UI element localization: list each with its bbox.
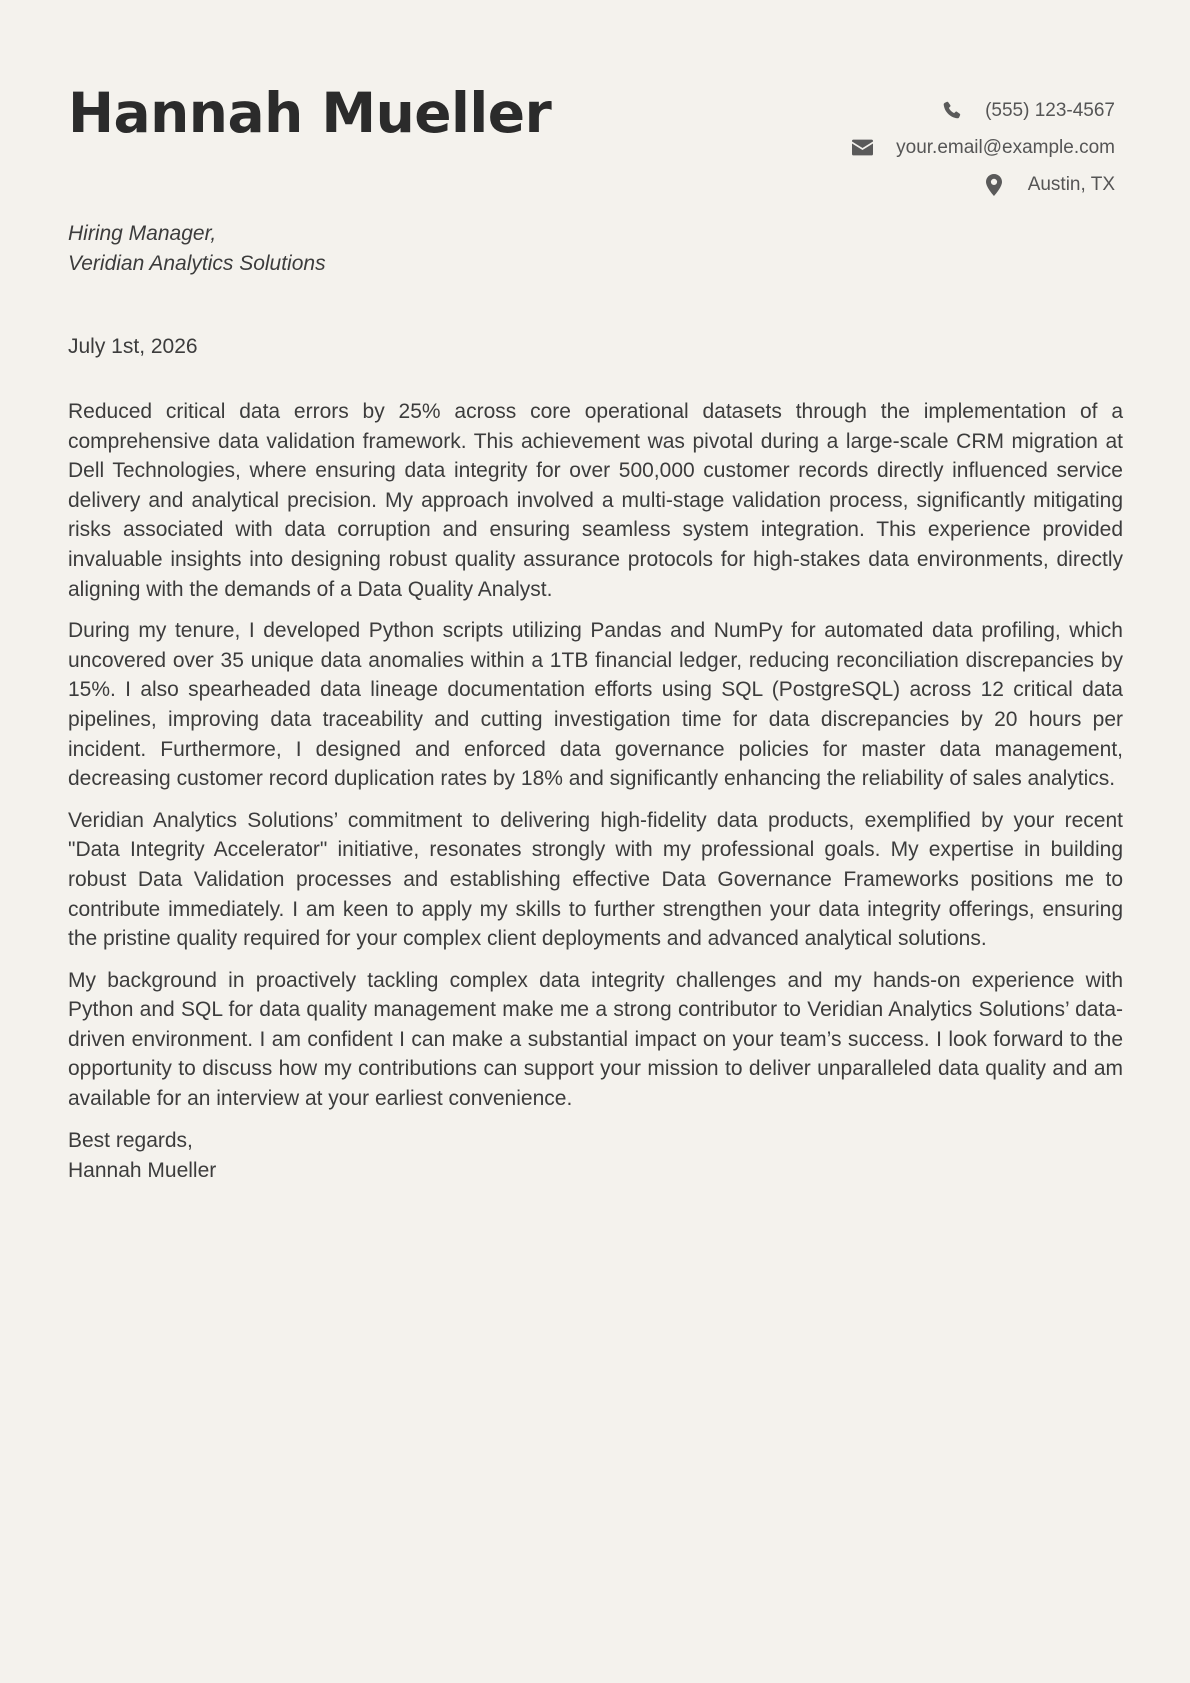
body-paragraph: Reduced critical data errors by 25% across core operational datasets through the implementation of a comprehensive data validation framework. This achievement was pivotal during a large-scale CRM migration at Dell Technologies, where ensuring data integrity for over 500,000 customer records directly influenced service delivery and analytical precision. My approach involved a multi-stage validation process, significantly mitigating risks associated with data corruption and ensuring seamless system integration. This experience provided invaluable insights into designing robust quality assurance protocols for high-stakes data environments, directly aligning with the demands of a Data Quality Analyst. xyxy=(68,400,1123,601)
closing-salutation: Best regards, xyxy=(68,1128,193,1152)
letter-date: July 1st, 2026 xyxy=(68,335,198,358)
contact-info xyxy=(850,92,1115,203)
body-paragraph: During my tenure, I developed Python scripts utilizing Pandas and NumPy for automated data profiling, which uncovered over 35 unique data anomalies within a 1TB financial ledger, reducing reconciliation discrepancies by 15%. I also spearheaded data lineage documentation efforts using SQL (PostgreSQL) across 12 critical data pipelines, improving data traceability and cutting investigation time for data discrepancies by 20 hours per incident. Furthermore, I designed and enforced data governance policies for master data management, decreasing customer record duplication rates by 18% and significantly enhancing the reliability of sales analytics. xyxy=(68,619,1123,791)
letter-body xyxy=(68,397,1123,1186)
contact-email-row xyxy=(850,129,1115,166)
location-pin-icon xyxy=(982,173,1006,197)
contact-location: Austin, TX xyxy=(1027,173,1115,195)
body-paragraph: Veridian Analytics Solutions’ commitment to delivering high-fidelity data products, exemplified by your recent "Data Integrity Accelerator" initiative, resonates strongly with my professional goals. My expertise in building robust Data Validation processes and establishing effective Data Governance Frameworks positions me to contribute immediately. I am keen to apply my skills to further strengthen your data integrity offerings, ensuring the pristine quality required for your complex client deployments and advanced analytical solutions. xyxy=(68,808,1123,951)
envelope-icon xyxy=(850,136,874,160)
body-paragraph: My background in proactively tackling complex data integrity challenges and my hands-on experience with Python and SQL for data quality management make me a strong contributor to Veridian Analytics Solutions’ data-driven environment. I am confident I can make a substantial impact on your team’s success. I look forward to the opportunity to discuss how my contributions can support your mission to deliver unparalleled data quality and am available for an interview at your earliest convenience. xyxy=(68,968,1123,1111)
contact-phone-row xyxy=(850,92,1115,129)
cover-letter-page xyxy=(68,0,1123,1683)
contact-email[interactable]: your.email@example.com xyxy=(896,136,1115,158)
signature-name: Hannah Mueller xyxy=(68,1158,217,1182)
closing-block xyxy=(68,1126,1123,1186)
phone-icon xyxy=(939,99,963,123)
recipient-block xyxy=(68,219,326,279)
letter-header xyxy=(68,0,1123,210)
contact-phone[interactable]: (555) 123-4567 xyxy=(985,99,1115,121)
applicant-name: Hannah Mueller xyxy=(68,81,552,145)
recipient-company: Veridian Analytics Solutions xyxy=(68,252,326,275)
recipient-title: Hiring Manager, xyxy=(68,222,217,245)
contact-location-row xyxy=(850,166,1115,203)
